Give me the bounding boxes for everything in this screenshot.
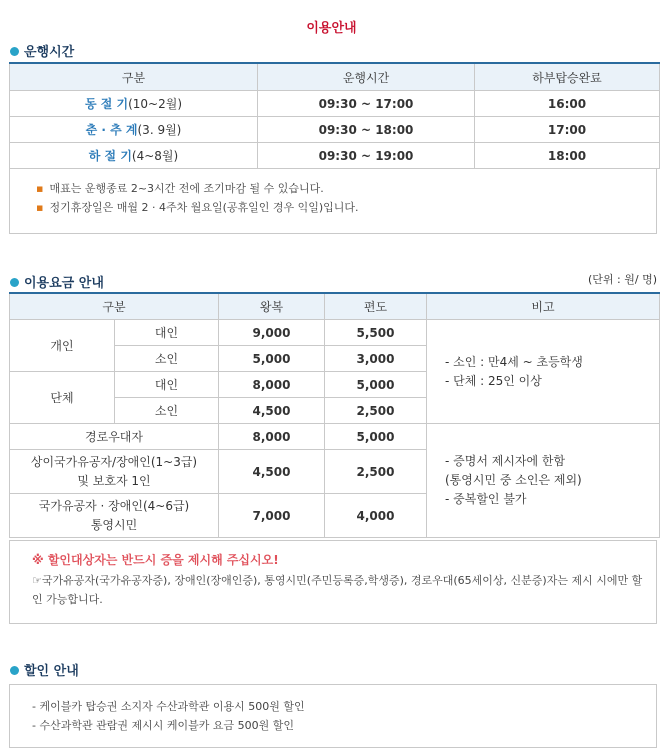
table-row	[10, 91, 660, 117]
hours-cell: 09:30 ~ 17:00	[258, 91, 475, 117]
table-row	[10, 320, 660, 346]
discount-item: - 케이블카 탑승권 소지자 수산과학관 이용시 500원 할인	[32, 700, 305, 713]
fee-table	[9, 292, 660, 538]
last-boarding-cell: 16:00	[475, 91, 660, 117]
label-line: 및 보호자 1인	[77, 473, 151, 488]
fee-notes-box	[9, 540, 657, 624]
season-cell	[10, 143, 258, 169]
type-adult: 대인	[115, 372, 219, 398]
senior-label: 경로우대자	[10, 424, 219, 450]
schedule-title: 운행시간	[24, 45, 75, 60]
price-round: 9,000	[219, 320, 325, 346]
price-round: 4,500	[219, 450, 325, 494]
price-oneway: 2,500	[325, 450, 427, 494]
table-header-row	[10, 293, 660, 320]
season-name: 춘 · 추 계	[85, 123, 138, 137]
season-months: (3. 9월)	[137, 123, 182, 137]
price-oneway: 5,500	[325, 320, 427, 346]
type-adult: 대인	[115, 320, 219, 346]
note-item: ▪ 매표는 운행종료 2~3시간 전에 조기마감 될 수 있습니다.	[36, 179, 359, 198]
bullet-icon	[10, 47, 19, 56]
discount-title: 할인 안내	[24, 664, 79, 679]
page-title: 이용안내	[306, 21, 357, 36]
schedule-section-title	[10, 41, 74, 60]
season-name: 하 절 기	[88, 149, 132, 163]
schedule-notes-box	[9, 168, 657, 234]
remark-line: - 소인 : 만4세 ~ 초등학생	[445, 354, 583, 369]
header-hours: 운행시간	[258, 63, 475, 91]
label-line: 통영시민	[90, 517, 138, 532]
discount-section-title	[10, 660, 79, 679]
remark-line: (통영시민 중 소인은 제외)	[445, 473, 582, 487]
season-cell	[10, 117, 258, 143]
header-category: 구분	[10, 63, 258, 91]
remarks-cell	[427, 320, 660, 424]
bullet-icon	[10, 278, 19, 287]
price-oneway: 3,000	[325, 346, 427, 372]
price-oneway: 2,500	[325, 398, 427, 424]
price-oneway: 4,000	[325, 494, 427, 538]
label-line: 국가유공자 · 장애인(4~6급)	[38, 498, 190, 513]
unit-note: (단위 : 원/ 명)	[588, 273, 657, 286]
season-months: (4~8월)	[131, 149, 179, 163]
price-round: 7,000	[219, 494, 325, 538]
label-line: 상이국가유공자/장애인(1~3급)	[30, 454, 198, 469]
season-name: 동 절 기	[84, 97, 129, 111]
season-cell	[10, 91, 258, 117]
discount-detail: ☞국가유공자(국가유공자증), 장애인(장애인증), 통영시민(주민등록증,학생증), 경로우대(65세이상, 신분증)자는 제시 시에만 할인 가능합니다.	[32, 574, 643, 606]
table-row	[10, 424, 660, 450]
discount-box	[9, 684, 657, 748]
price-round: 5,000	[219, 346, 325, 372]
veteran-severe-label	[10, 450, 219, 494]
price-round: 8,000	[219, 372, 325, 398]
note-item: ▪ 정기휴장일은 매월 2 · 4주차 월요일(공휴일인 경우 익일)입니다.	[36, 198, 359, 217]
header-remarks: 비고	[427, 293, 660, 320]
hours-cell: 09:30 ~ 18:00	[258, 117, 475, 143]
discount-warning: ※ 할인대상자는 반드시 증을 제시해 주십시오!	[32, 553, 279, 567]
remark-line: - 단체 : 25인 이상	[445, 373, 542, 388]
table-row	[10, 143, 660, 169]
group-individual: 개인	[10, 320, 115, 372]
fee-title: 이용요금 안내	[24, 276, 104, 291]
remarks-cell	[427, 424, 660, 538]
schedule-table	[9, 62, 660, 169]
remark-line: - 증명서 제시자에 한함	[445, 454, 566, 468]
season-months: (10~2월)	[128, 97, 183, 111]
header-one-way: 편도	[325, 293, 427, 320]
group-group: 단체	[10, 372, 115, 424]
last-boarding-cell: 18:00	[475, 143, 660, 169]
type-child: 소인	[115, 398, 219, 424]
price-oneway: 5,000	[325, 372, 427, 398]
fee-section-title	[10, 272, 104, 291]
bullet-icon	[10, 666, 19, 675]
header-last-boarding: 하부탑승완료	[475, 63, 660, 91]
remark-line: - 중복할인 불가	[445, 492, 527, 506]
veteran-mild-label	[10, 494, 219, 538]
hours-cell: 09:30 ~ 19:00	[258, 143, 475, 169]
table-header-row	[10, 63, 660, 91]
table-row	[10, 117, 660, 143]
price-round: 4,500	[219, 398, 325, 424]
discount-item: - 수산과학관 관람권 제시시 케이블카 요금 500원 할인	[32, 719, 294, 732]
header-category: 구분	[10, 293, 219, 320]
last-boarding-cell: 17:00	[475, 117, 660, 143]
price-round: 8,000	[219, 424, 325, 450]
header-round-trip: 왕복	[219, 293, 325, 320]
type-child: 소인	[115, 346, 219, 372]
price-oneway: 5,000	[325, 424, 427, 450]
